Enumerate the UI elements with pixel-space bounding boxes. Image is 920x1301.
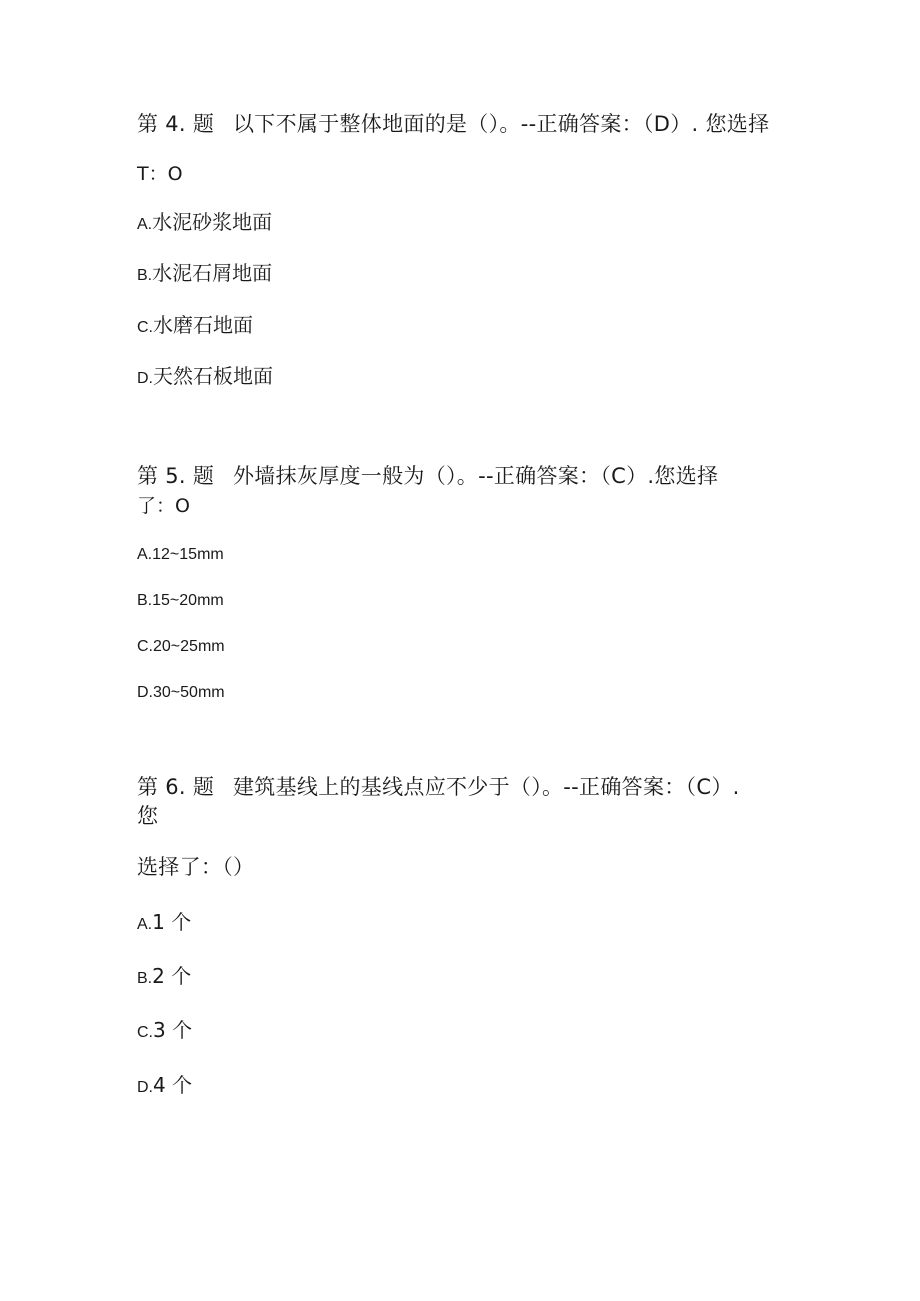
option-text: 天然石板地面 — [153, 364, 273, 388]
option-letter: C. — [137, 638, 153, 655]
option-letter: A. — [137, 546, 153, 563]
question-6-continuation-1: 您 — [137, 804, 159, 828]
question-6-text: 建筑基线上的基线点应不少于（）。--正确答案：（C）. — [233, 775, 740, 799]
option-text: 2 个 — [152, 964, 192, 988]
question-6-option-b — [137, 966, 191, 987]
option-text: 12~15mm — [152, 546, 224, 563]
question-5-option-d — [137, 685, 225, 701]
question-4-heading — [137, 114, 769, 135]
option-text: 3 个 — [153, 1018, 193, 1042]
option-letter: D. — [137, 370, 153, 387]
option-letter: C. — [137, 319, 153, 336]
option-letter: A. — [137, 216, 153, 233]
question-4-option-d — [137, 366, 273, 387]
question-5-option-b — [137, 593, 224, 609]
question-4-text: 以下不属于整体地面的是（）。--正确答案：（D）. 您选择 — [233, 112, 770, 136]
question-5-option-a — [137, 547, 224, 563]
option-text: 30~50mm — [153, 684, 225, 701]
question-5-continuation: 了：O — [137, 495, 190, 517]
question-6-number: 第 6. 题 — [137, 775, 215, 799]
option-letter: B. — [137, 592, 153, 609]
option-letter: A. — [137, 916, 153, 933]
option-letter: D. — [137, 684, 153, 701]
option-letter: B. — [137, 267, 153, 284]
question-4-option-c — [137, 315, 253, 336]
question-6-continuation-2: 选择了：（） — [137, 855, 255, 879]
option-text: 水泥砂浆地面 — [152, 210, 273, 234]
question-4-number: 第 4. 题 — [137, 112, 215, 136]
option-letter: C. — [137, 1024, 153, 1041]
option-letter: D. — [137, 1079, 153, 1096]
question-5-number: 第 5. 题 — [137, 464, 215, 488]
question-6-heading — [137, 777, 740, 798]
option-text: 1 个 — [152, 910, 192, 934]
question-6-option-d — [137, 1075, 192, 1096]
option-text: 水磨石地面 — [153, 313, 253, 337]
question-5-text: 外墙抹灰厚度一般为（）。--正确答案：（C）.您选择 — [233, 464, 719, 488]
option-text: 15~20mm — [152, 592, 224, 609]
option-text: 20~25mm — [153, 638, 225, 655]
question-6-option-a — [137, 912, 191, 933]
question-6-option-c — [137, 1020, 192, 1041]
question-4-option-b — [137, 263, 272, 284]
option-text: 4 个 — [153, 1073, 193, 1097]
question-4-continuation: T：O — [137, 163, 183, 185]
question-5-heading — [137, 466, 718, 487]
option-text: 水泥石屑地面 — [152, 261, 273, 285]
option-letter: B. — [137, 970, 153, 987]
question-4-option-a — [137, 212, 272, 233]
question-5-option-c — [137, 639, 225, 655]
